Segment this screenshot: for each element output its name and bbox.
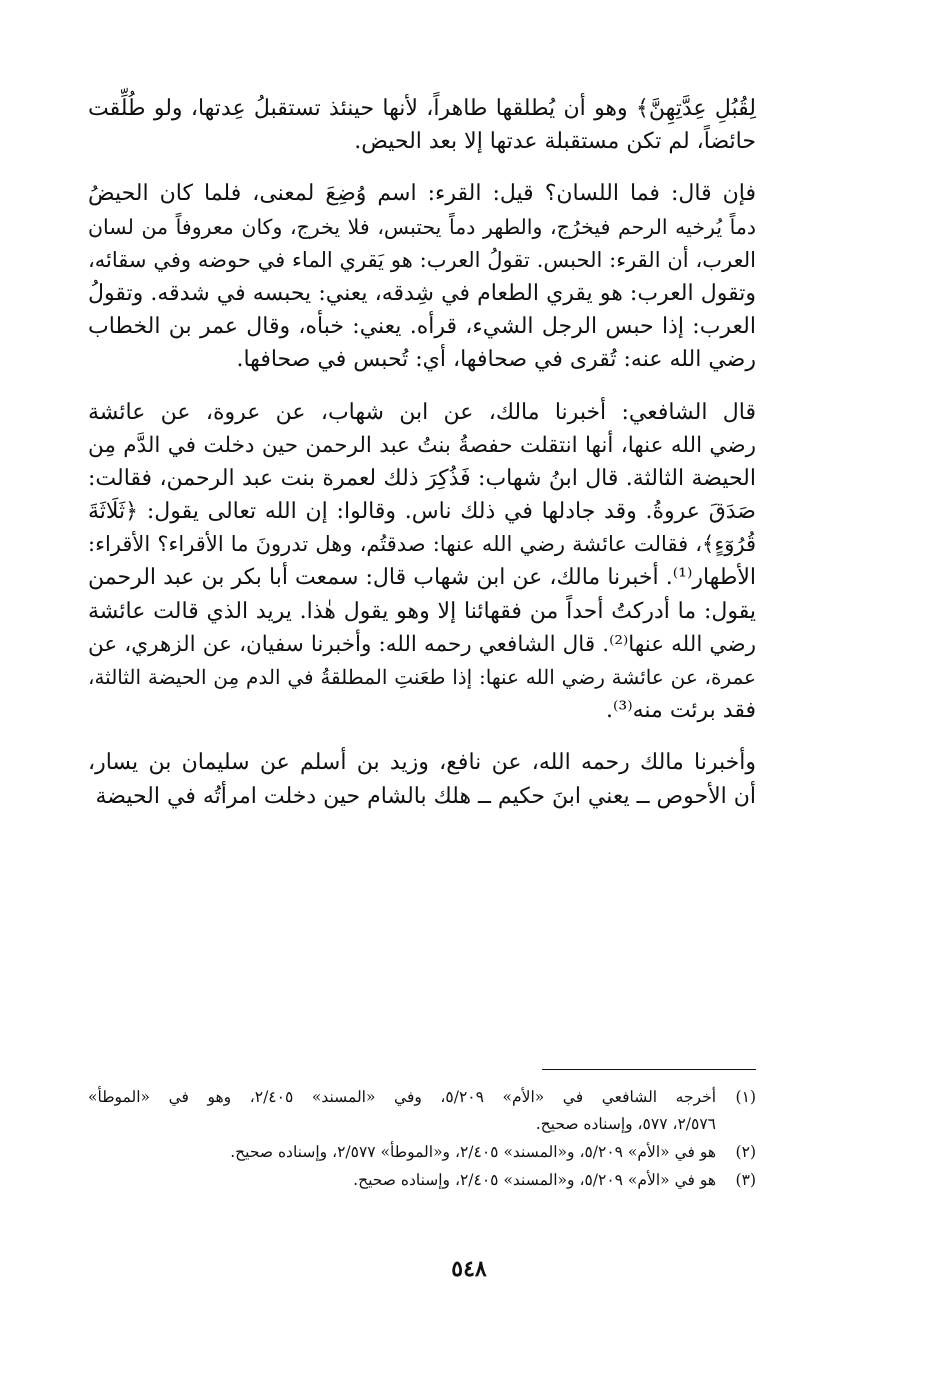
text-line: الأطهار⁽¹⁾. أخبرنا مالك، عن ابن شهاب قال: سمعت أبا بكر بن عبد الرحمن [88, 565, 756, 591]
page-number: ٥٤٨ [451, 1256, 487, 1282]
text-line: رضي الله عنها⁽²⁾. قال الشافعي رحمه الله: وأخبرنا سفيان، عن الزهري، عن [88, 631, 756, 657]
text-line: أن الأحوص ــ يعني ابنَ حكيم ــ هلك بالشام حين دخلت امرأتُه في الحيضة [95, 783, 756, 809]
footnote-number: (٣) [735, 1171, 756, 1189]
text-line: صَدَقَ عروةُ. وقد جادلها في ذلك ناس. وقالوا: إن الله تعالى يقول: ﴿ثَلَاثَةَ [88, 499, 756, 525]
footnote [88, 1139, 756, 1166]
paragraph [88, 177, 756, 376]
footnote-number: (١) [735, 1088, 756, 1106]
text-line: دماً يُرخيه الرحم فيخرُج، والطهر دماً يحتبس، فلا يخرج، وكان معروفاً من لسان [88, 214, 756, 239]
footnote-number: (٢) [735, 1143, 756, 1161]
footnote [88, 1167, 756, 1194]
text-line: يقول: ما أدركتُ أحداً من فقهائنا إلا وهو يقول هٰذا. يريد الذي قالت عائشة [88, 598, 756, 624]
text-line: رضي الله عنه: تُقرى في صحافها، أي: تُحبس في صحافها. [236, 347, 756, 373]
footnote-text [88, 1139, 716, 1166]
text-line: العرب: إذا حبس الرجل الشيء، قرأه. يعني: خبأه، وقال عمر بن الخطاب [88, 314, 756, 340]
text-line: وتقول العرب: هو يقري الطعام في شِدقه، يعني: يحبسه في شدقه. وتقولُ [88, 280, 756, 306]
footnote [88, 1084, 756, 1138]
paragraph [88, 92, 756, 158]
text-line: رضي الله عنها، أنها انتقلت حفصةُ بنتُ عبد الرحمن حين دخلت في الدَّم مِن [88, 432, 756, 458]
footnote-line: هو في «الأم» ٥/٢٠٩، و«المسند» ٢/٤٠٥، وإسناده صحيح. [353, 1171, 716, 1189]
paragraph [88, 396, 756, 728]
footnote-line: ٢/٥٧٦، ٥٧٧، وإسناده صحيح. [535, 1115, 716, 1133]
footnote-line: أخرجه الشافعي في «الأم» ٥/٢٠٩، وفي «المسند» ٢/٤٠٥، وهو في «الموطأ» [88, 1088, 716, 1106]
text-line: فقد برئت منه⁽³⁾. [605, 698, 756, 724]
text-line: لِقُبُلِ عِدَّتِهِنَّ﴾ وهو أن يُطلقها طاهراً، لأنها حينئذ تستقبلُ عِدتها، ولو طُلِّقت [88, 96, 756, 121]
footnote-text [88, 1167, 716, 1194]
footnotes [88, 1084, 756, 1195]
text-line: قال الشافعي: أخبرنا مالك، عن ابن شهاب، عن عروة، عن عائشة [88, 399, 756, 425]
text-line: الحيضة الثالثة. قال ابنُ شهاب: فَذُكِرَ ذلك لعمرة بنت عبد الرحمن، فقالت: [88, 465, 757, 491]
text-line: العرب، أن القرء: الحبس. تقولُ العرب: هو يَقري الماء في حوضه وفي سقائه، [88, 247, 756, 272]
body-text [88, 92, 756, 832]
text-line: فإن قال: فما اللسان؟ قيل: القرء: اسم وُضِعَ لمعنى، فلما كان الحيضُ [88, 181, 756, 207]
footnote-separator [542, 1069, 756, 1070]
text-line: قُرُوٓءٍ﴾، فقالت عائشة رضي الله عنها: صدقتُم، وهل تدرونَ ما الأقراء؟ الأقراء: [88, 532, 756, 557]
text-line: حائضاً، لم تكن مستقبلة عدتها إلا بعد الحيض. [354, 129, 756, 155]
footnote-line: هو في «الأم» ٥/٢٠٩، و«المسند» ٢/٤٠٥، و«الموطأ» ٢/٥٧٧، وإسناده صحيح. [230, 1143, 716, 1161]
text-line: وأخبرنا مالك رحمه الله، عن نافع، وزيد بن أسلم عن سليمان بن يسار، [88, 750, 756, 776]
paragraph [88, 746, 756, 812]
text-line: عمرة، عن عائشة رضي الله عنها: إذا طعَنتِ المطلقةُ في الدم مِن الحيضة الثالثة، [88, 665, 756, 689]
footnote-text [88, 1084, 716, 1138]
